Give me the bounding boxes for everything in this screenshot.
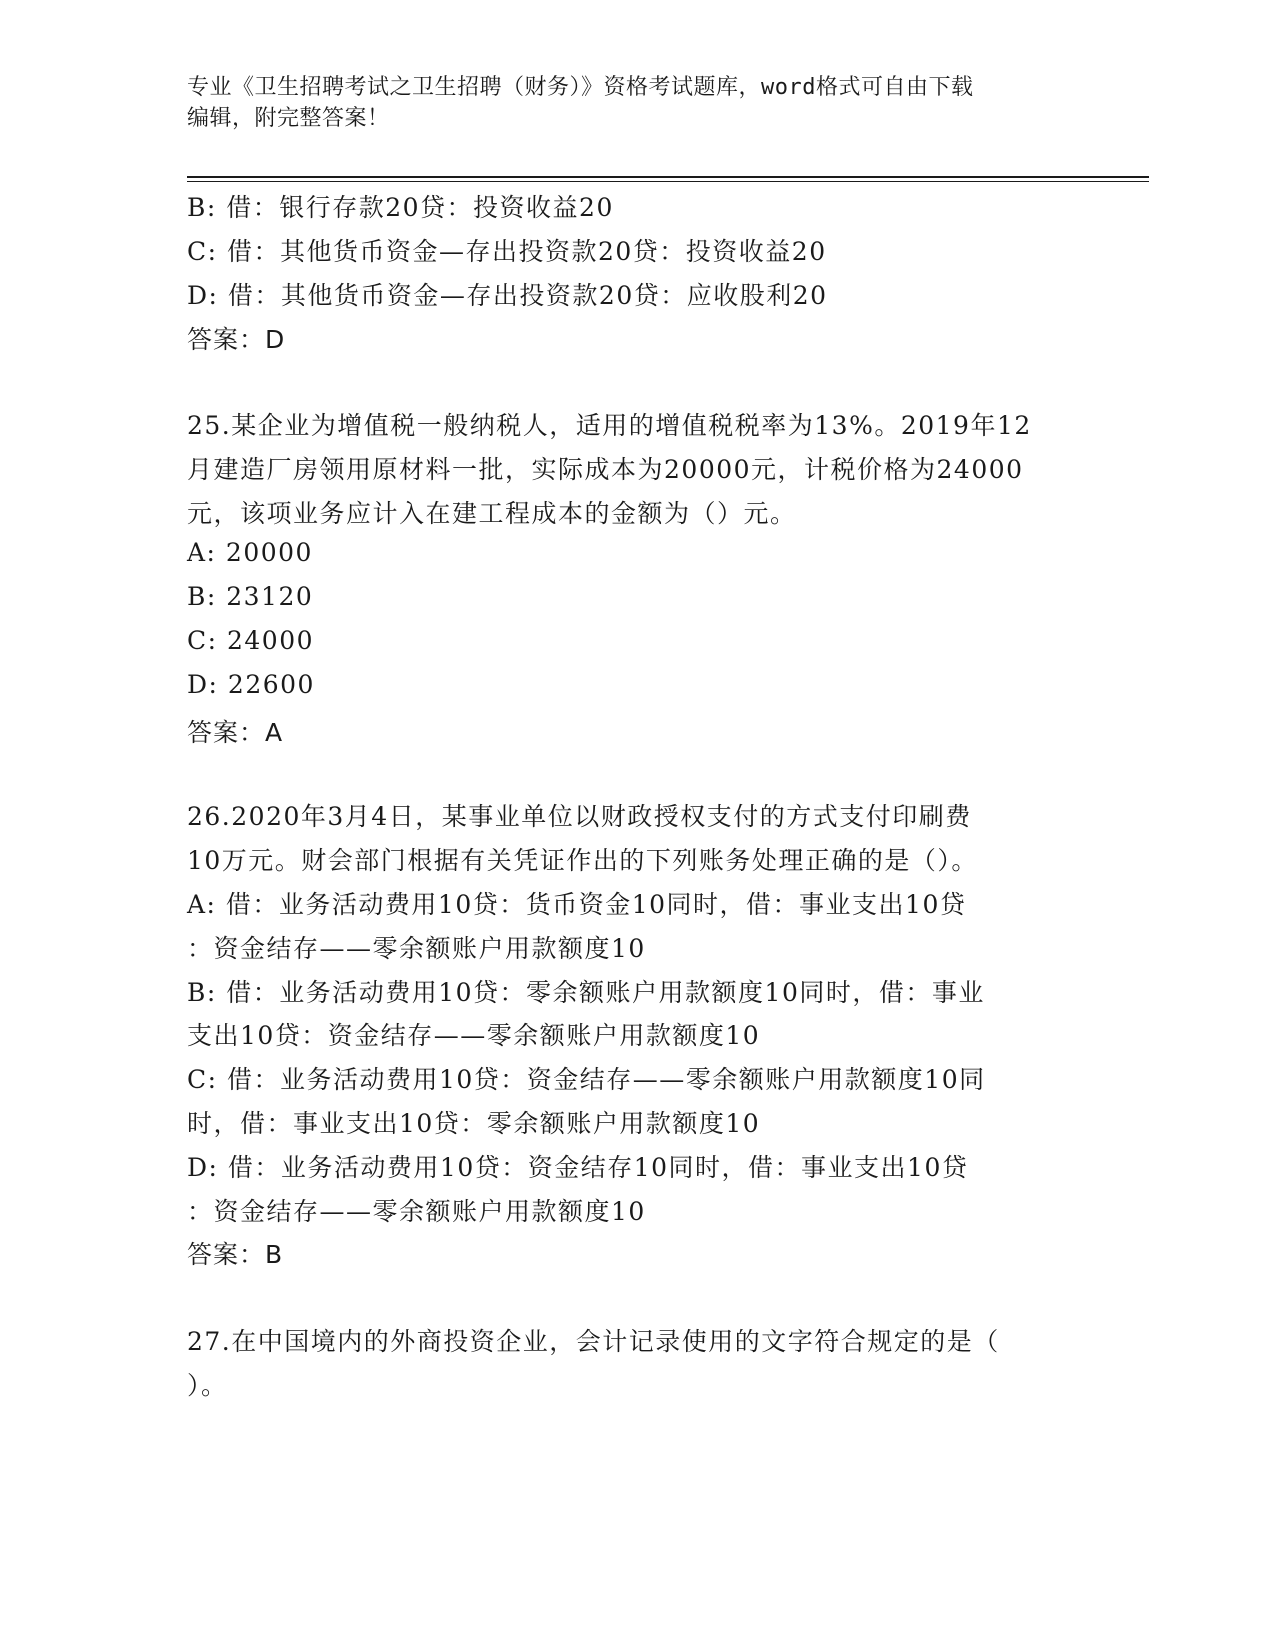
q26-option-a-line-1: A: 借：业务活动费用10贷：货币资金10同时，借：事业支出10贷: [187, 890, 967, 919]
q25-stem-line-1: 25.某企业为增值税一般纳税人，适用的增值税税率为13%。2019年12: [187, 411, 1032, 440]
q25-stem-line-2: 月建造厂房领用原材料一批，实际成本为20000元，计税价格为24000: [187, 455, 1024, 484]
q25-option-a: A: 20000: [187, 538, 313, 567]
q26-option-d-line-1: D: 借：业务活动费用10贷：资金结存10同时，借：事业支出10贷: [187, 1153, 969, 1182]
q26-option-d-line-2: ：资金结存——零余额账户用款额度10: [187, 1197, 646, 1226]
document-header: [187, 72, 1087, 134]
q26-option-c-line-1: C: 借：业务活动费用10贷：资金结存——零余额账户用款额度10同: [187, 1065, 986, 1094]
q24-option-c: C: 借：其他货币资金—存出投资款20贷：投资收益20: [187, 237, 827, 266]
q27-stem-line-2: ）。: [187, 1371, 228, 1400]
q25-option-b: B: 23120: [187, 582, 314, 611]
q25-option-c: C: 24000: [187, 626, 315, 655]
q24-option-d: D: 借：其他货币资金—存出投资款20贷：应收股利20: [187, 281, 828, 310]
header-divider-thin: [187, 181, 1149, 182]
q26-option-b-line-2: 支出10贷：资金结存——零余额账户用款额度10: [187, 1021, 761, 1050]
header-divider: [187, 176, 1149, 178]
q26-stem-line-2: 10万元。财会部门根据有关凭证作出的下列账务处理正确的是（）。: [187, 846, 978, 875]
q26-answer: 答案：B: [187, 1240, 284, 1269]
header-line-1: 专业《卫生招聘考试之卫生招聘（财务）》资格考试题库，word格式可自由下载: [187, 75, 974, 100]
q25-answer: 答案：A: [187, 718, 284, 747]
q26-option-c-line-2: 时，借：事业支出10贷：零余额账户用款额度10: [187, 1109, 761, 1138]
q27-stem-line-1: 27.在中国境内的外商投资企业，会计记录使用的文字符合规定的是（: [187, 1327, 1000, 1356]
q25-option-d: D: 22600: [187, 670, 315, 699]
q24-option-b: B: 借：银行存款20贷：投资收益20: [187, 193, 614, 222]
q26-option-a-line-2: ：资金结存——零余额账户用款额度10: [187, 934, 646, 963]
q24-answer: 答案：D: [187, 325, 286, 354]
q25-stem-line-3: 元，该项业务应计入在建工程成本的金额为（）元。: [187, 499, 797, 528]
q26-option-b-line-1: B: 借：业务活动费用10贷：零余额账户用款额度10同时，借：事业: [187, 978, 985, 1007]
header-line-2: 编辑，附完整答案！: [187, 106, 390, 131]
q26-stem-line-1: 26.2020年3月4日，某事业单位以财政授权支付的方式支付印刷费: [187, 802, 972, 831]
